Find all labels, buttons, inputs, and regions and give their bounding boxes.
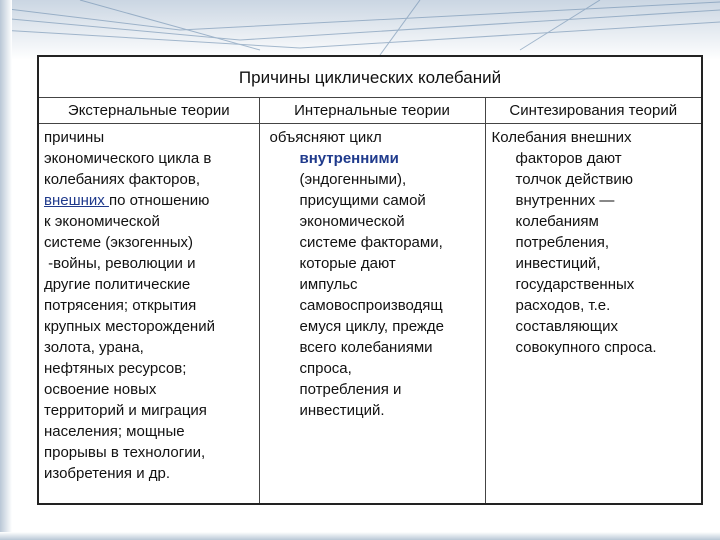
- internal-line: присущими самой: [299, 192, 426, 209]
- internal-line: инвестиций.: [299, 402, 385, 419]
- background-bottom-decoration: [0, 532, 720, 540]
- external-line: изобретения и др.: [44, 465, 171, 482]
- external-line: крупных месторождений: [44, 318, 215, 335]
- external-line: системе (экзогенных): [44, 234, 194, 251]
- external-line: -войны, революции и: [44, 255, 196, 272]
- synthesis-line: расходов, т.е.: [515, 297, 611, 314]
- external-line: прорывы в технологии,: [44, 444, 206, 461]
- external-line-rest: по отношению: [108, 192, 210, 209]
- internal-line: спроса,: [299, 360, 352, 377]
- synthesis-line: толчок действию: [515, 171, 633, 188]
- background-left-decoration: [0, 0, 12, 540]
- background-top-decoration: [0, 0, 720, 60]
- external-keyword: внешних: [44, 192, 109, 209]
- internal-line: системе факторами,: [299, 234, 443, 251]
- internal-line: самовоспроизводящ: [299, 297, 443, 314]
- table-title: Причины циклических колебаний: [38, 56, 702, 98]
- synthesis-line: инвестиций,: [515, 255, 601, 272]
- external-line: другие политические: [44, 276, 191, 293]
- synthesis-cell: [485, 124, 702, 505]
- external-line: населения; мощные: [44, 423, 185, 440]
- external-line: причины: [44, 129, 105, 146]
- synthesis-line: государственных: [515, 276, 635, 293]
- synthesis-line: колебаниям: [515, 213, 599, 230]
- synthesis-line: внутренних —: [515, 192, 615, 209]
- synthesis-line: Колебания внешних: [491, 129, 632, 146]
- external-line: освоение новых: [44, 381, 157, 398]
- header-external: Экстернальные теории: [38, 98, 259, 124]
- internal-line: емуся циклу, прежде: [299, 318, 444, 335]
- body-row: [38, 124, 702, 505]
- internal-line: которые дают: [299, 255, 396, 272]
- internal-line: всего колебаниями: [299, 339, 433, 356]
- decorative-lines: [0, 0, 720, 60]
- internal-cell: [259, 124, 485, 505]
- internal-keyword: внутренними: [299, 150, 399, 167]
- external-line: к экономической: [44, 213, 160, 230]
- external-line: экономического цикла в: [44, 150, 212, 167]
- synthesis-line: совокупного спроса.: [515, 339, 657, 356]
- external-line: потрясения; открытия: [44, 297, 197, 314]
- synthesis-line: составляющих: [515, 318, 619, 335]
- external-line: территорий и миграция: [44, 402, 207, 419]
- header-row: [38, 98, 702, 124]
- header-synthesis: Синтезирования теорий: [485, 98, 702, 124]
- external-cell: [38, 124, 259, 505]
- header-internal: Интернальные теории: [259, 98, 485, 124]
- external-line: золота, урана,: [44, 339, 144, 356]
- external-line: [39, 190, 259, 211]
- internal-line: экономической: [299, 213, 405, 230]
- synthesis-line: факторов дают: [515, 150, 622, 167]
- external-line: колебаниях факторов,: [44, 171, 200, 188]
- internal-line: потребления и: [299, 381, 402, 398]
- title-row: [38, 56, 702, 98]
- causes-table: [37, 55, 703, 505]
- internal-line: объясняют цикл: [269, 129, 382, 146]
- internal-line: импульс: [299, 276, 358, 293]
- external-line: нефтяных ресурсов;: [44, 360, 187, 377]
- synthesis-line: потребления,: [515, 234, 609, 251]
- internal-line: (эндогенными),: [299, 171, 407, 188]
